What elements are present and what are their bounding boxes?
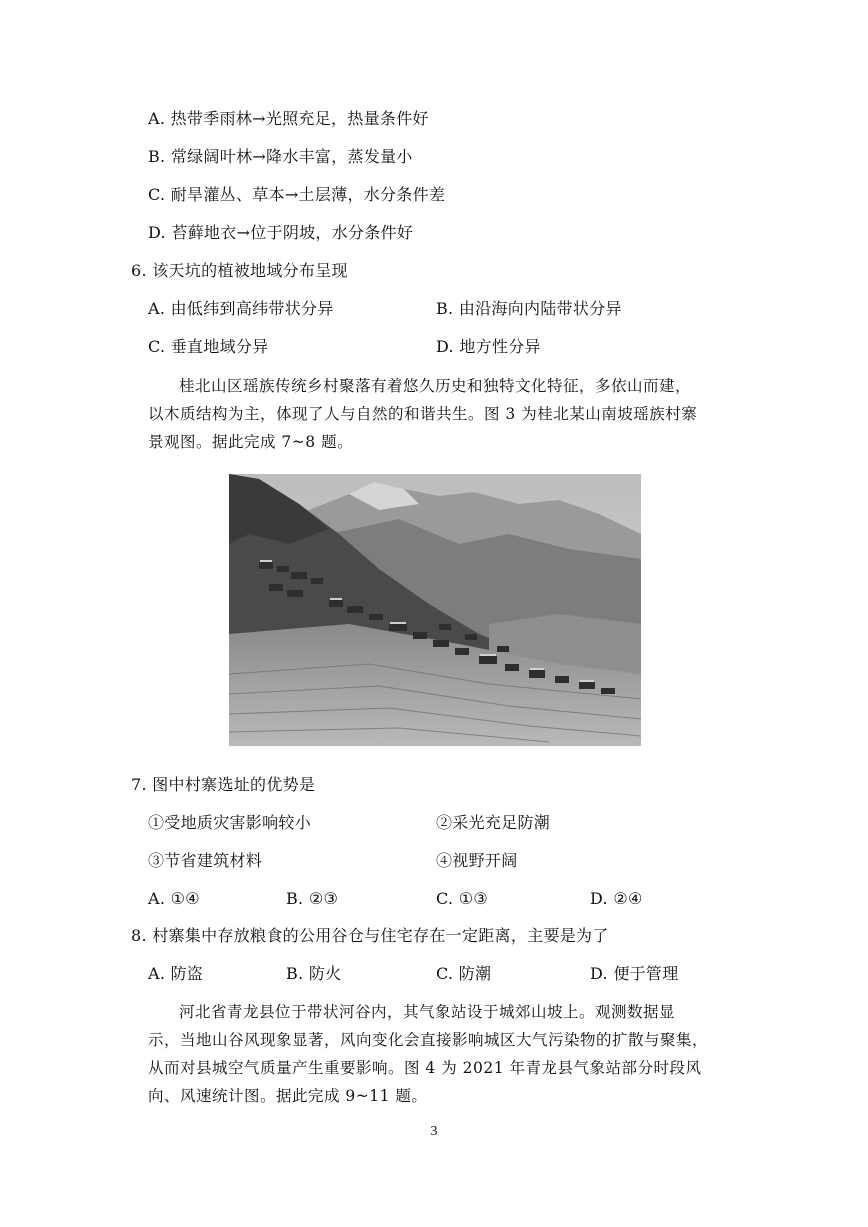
q7-item-1: ①受地质灾害影响较小: [148, 813, 312, 832]
q7-item-4: ④视野开阔: [436, 851, 518, 870]
q5-option-a: A. 热带季雨林→光照充足，热量条件好: [148, 109, 429, 128]
q6-option-d: D. 地方性分异: [436, 337, 541, 356]
q7-item-2: ②采光充足防潮: [436, 813, 551, 832]
q7-stem: 7. 图中村寨选址的优势是: [131, 775, 316, 794]
q7-option-c: C. ①③: [436, 889, 489, 908]
q6-option-a: A. 由低纬到高纬带状分异: [148, 299, 334, 318]
q8-option-c: C. 防潮: [436, 964, 492, 983]
q8-option-d: D. 便于管理: [590, 964, 679, 983]
q6-option-c: C. 垂直地域分异: [148, 337, 269, 356]
passage-village: [148, 372, 748, 456]
q6-option-b: B. 由沿海向内陆带状分异: [436, 299, 622, 318]
q5-option-b: B. 常绿阔叶林→降水丰富，蒸发量小: [148, 147, 413, 166]
passage-qinglong-line: 从而对县城空气质量产生重要影响。图 4 为 2021 年青龙县气象站部分时段风: [148, 1059, 702, 1077]
q7-option-d: D. ②④: [590, 889, 643, 908]
q5-option-c: C. 耐旱灌丛、草本→土层薄，水分条件差: [148, 185, 446, 204]
passage-village-line: 桂北山区瑶族传统乡村聚落有着悠久历史和独特文化特征，多依山而建，: [179, 377, 692, 395]
q5-option-d: D. 苔藓地衣→位于阴坡，水分条件好: [148, 223, 414, 242]
q7-option-b: B. ②③: [286, 889, 339, 908]
q7-option-a: A. ①④: [148, 889, 200, 908]
q8-stem: 8. 村寨集中存放粮食的公用谷仓与住宅存在一定距离，主要是为了: [131, 926, 609, 945]
q6-stem: 6. 该天坑的植被地域分布呈现: [131, 261, 348, 280]
passage-qinglong-line: 向、风速统计图。据此完成 9~11 题。: [148, 1087, 428, 1105]
passage-village-line: 以木质结构为主，体现了人与自然的和谐共生。图 3 为桂北某山南坡瑶族村寨: [148, 405, 698, 423]
village-landscape-photo: [229, 474, 641, 746]
q7-item-3: ③节省建筑材料: [148, 851, 263, 870]
q8-option-a: A. 防盗: [148, 964, 204, 983]
page-number: 3: [430, 1124, 438, 1139]
passage-village-line: 景观图。据此完成 7~8 题。: [148, 433, 354, 451]
passage-qinglong: [148, 998, 748, 1110]
passage-qinglong-line: 示，当地山谷风现象显著，风向变化会直接影响城区大气污染物的扩散与聚集，: [148, 1031, 709, 1049]
q8-option-b: B. 防火: [286, 964, 342, 983]
passage-qinglong-line: 河北省青龙县位于带状河谷内，其气象站设于城郊山坡上。观测数据显: [179, 1003, 676, 1021]
